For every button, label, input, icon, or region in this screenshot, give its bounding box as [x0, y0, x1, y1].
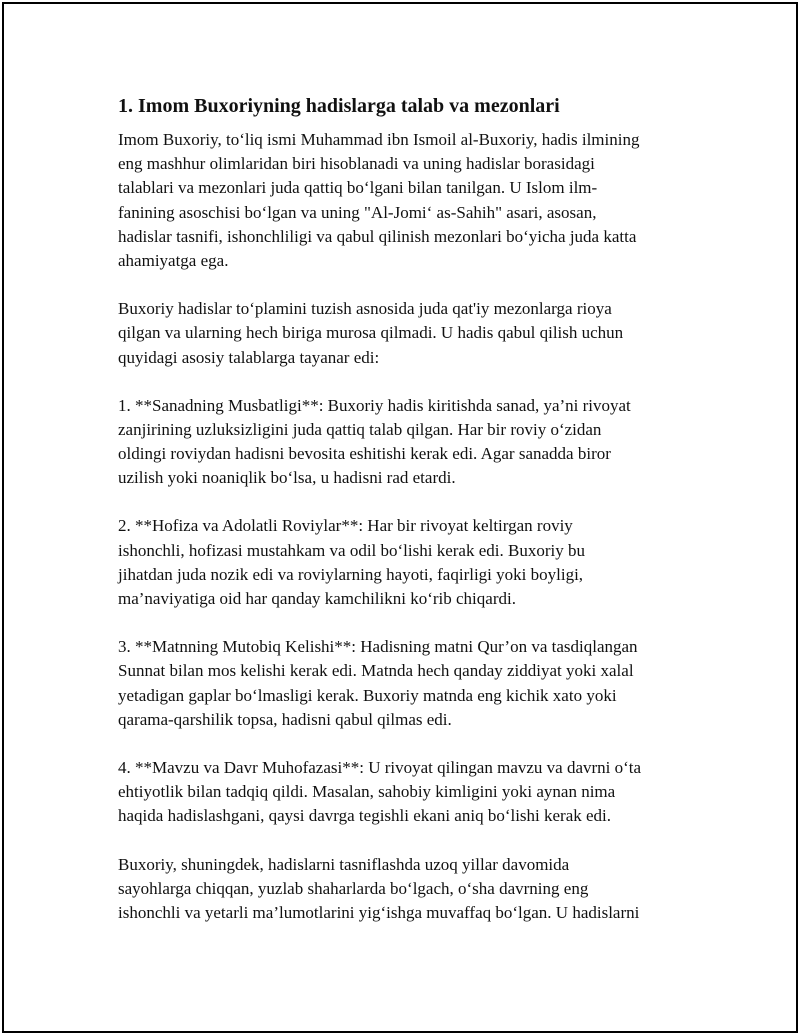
text-line: ma’naviyatiga oid har qanday kamchilikni ko‘rib chiqardi.: [118, 589, 516, 608]
paragraph-intro: [118, 128, 688, 273]
text-line: fanining asoschisi bo‘lgan va uning "Al-Jomi‘ as-Sahih" asari, asosan,: [118, 202, 597, 222]
text-line: ahamiyatga ega.: [118, 250, 229, 270]
list-item-1: [118, 394, 688, 491]
text-line: oldingi roviydan hadisni bevosita eshitishi kerak edi. Agar sanadda biror: [118, 444, 611, 464]
text-line: ehtiyotlik bilan tadqiq qildi. Masalan, sahobiy kimligini yoki aynan nima: [118, 782, 616, 802]
text-line: hadislar tasnifi, ishonchliligi va qabul qilinish mezonlari bo‘yicha juda katta: [118, 226, 637, 246]
text-line: talablari va mezonlari juda qattiq bo‘lgani bilan tanilgan. U Islom ilm-: [118, 178, 598, 198]
text-line: 4. **Mavzu va Davr Muhofazasi**: U rivoyat qilingan mavzu va davrni o‘ta: [118, 757, 642, 777]
text-line: qilgan va ularning hech biriga murosa qilmadi. U hadis qabul qilish uchun: [118, 323, 624, 343]
paragraph-closing: [118, 853, 688, 926]
text-line: yetadigan gaplar bo‘lmasligi kerak. Buxoriy matnda eng kichik xato yoki: [118, 685, 617, 705]
text-line: 3. **Matnning Mutobiq Kelishi**: Hadisning matni Qur’on va tasdiqlangan: [118, 637, 638, 657]
list-item-3: [118, 635, 688, 732]
text-line: ishonchli va yetarli ma’lumotlarini yig‘ishga muvaffaq bo‘lgan. U hadislarni: [118, 902, 640, 922]
list-item-4: [118, 756, 688, 829]
text-line: quyidagi asosiy talablarga tayanar edi:: [118, 347, 380, 367]
text-line: Imom Buxoriy, to‘liq ismi Muhammad ibn Ismoil al-Buxoriy, hadis ilmining: [118, 130, 640, 149]
text-line: eng mashhur olimlaridan biri hisoblanadi va uning hadislar borasidagi: [118, 154, 595, 174]
text-line: zanjirining uzluksizligini juda qattiq talab qilgan. Har bir roviy o‘zidan: [118, 419, 602, 439]
section-heading: 1. Imom Buxoriyning hadislarga talab va mezonlari: [118, 95, 560, 117]
text-line: 1. **Sanadning Musbatligi**: Buxoriy hadis kiritishda sanad, ya’ni rivoyat: [118, 395, 631, 415]
text-line: qarama-qarshilik topsa, hadisni qabul qilmas edi.: [118, 709, 452, 729]
document-body: [118, 92, 688, 949]
text-line: Buxoriy hadislar to‘plamini tuzish asnosida juda qat'iy mezonlarga rioya: [118, 299, 612, 319]
text-line: ishonchli, hofizasi mustahkam va odil bo‘lishi kerak edi. Buxoriy bu: [118, 540, 585, 560]
text-line: haqida hadislashgani, qaysi davrga tegishli ekani aniq bo‘lishi kerak edi.: [118, 806, 612, 826]
text-line: sayohlarga chiqqan, yuzlab shaharlarda bo‘lgach, o‘sha davrning eng: [118, 878, 589, 898]
text-line: Buxoriy, shuningdek, hadislarni tasniflashda uzoq yillar davomida: [118, 854, 570, 874]
text-line: uzilish yoki noaniqlik bo‘lsa, u hadisni rad etardi.: [118, 468, 456, 488]
paragraph-requirements-intro: [118, 297, 688, 370]
text-line: 2. **Hofiza va Adolatli Roviylar**: Har bir rivoyat keltirgan roviy: [118, 516, 573, 536]
text-line: jihatdan juda nozik edi va roviylarning hayoti, faqirligi yoki boyligi,: [118, 564, 584, 584]
list-item-2: [118, 514, 688, 611]
text-line: Sunnat bilan mos kelishi kerak edi. Matnda hech qanday ziddiyat yoki xalal: [118, 661, 634, 681]
